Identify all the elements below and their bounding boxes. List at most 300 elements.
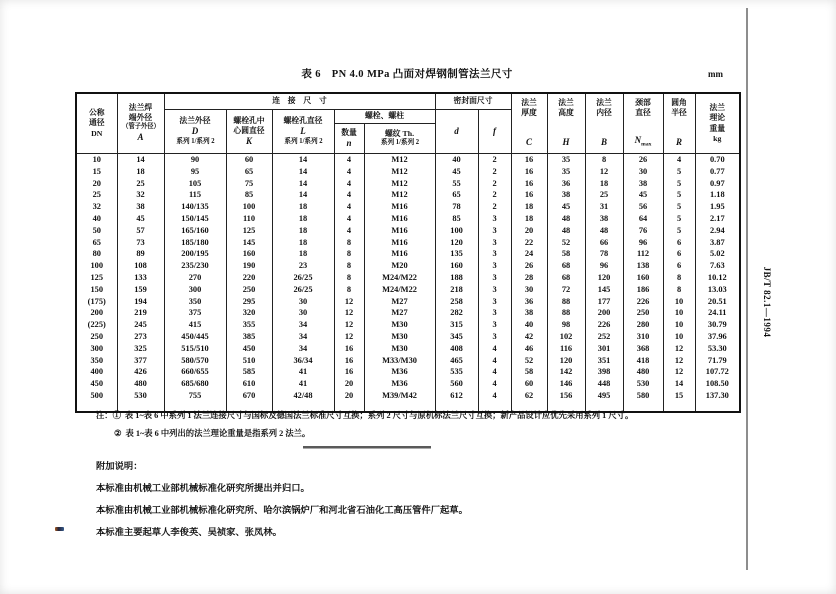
table-cell: 612 [435,390,478,402]
table-cell: 32 [117,189,164,201]
table-cell: 2.94 [695,225,740,237]
table-cell: 137.30 [695,390,740,402]
table-cell: 88 [547,296,585,308]
table-cell: 18 [511,201,547,213]
table-cell: 26 [511,260,547,272]
table-cell: 2 [478,154,511,166]
table-cell: 65 [76,237,117,249]
table-cell: 12 [334,331,364,343]
table-cell: 18 [272,248,334,260]
table-cell: 26 [623,154,663,166]
table-cell: 480 [623,366,663,378]
section-divider-line [303,446,431,449]
table-cell: M24/M22 [364,284,435,296]
table-cell: 36 [511,296,547,308]
table-cell: 8 [334,260,364,272]
table-cell: 115 [164,189,226,201]
table-cell: 282 [435,307,478,319]
table-cell: 280 [623,319,663,331]
table-cell: 14 [272,189,334,201]
table-cell: 58 [547,248,585,260]
table-cell: 3 [478,296,511,308]
table-cell: 3 [478,248,511,260]
table-cell: 14 [272,178,334,190]
table-cell: 375 [164,307,226,319]
table-cell: 40 [435,154,478,166]
table-cell: 8 [334,284,364,296]
scan-artifact-mark [55,527,64,531]
table-cell: 13.03 [695,284,740,296]
table-cell: 116 [547,343,585,355]
table-cell: 10 [663,296,695,308]
table-cell: 530 [623,378,663,390]
table-cell: 235/230 [164,260,226,272]
table-cell: 320 [226,307,272,319]
table-cell: 350 [76,355,117,367]
table-cell: 105 [164,178,226,190]
table-row [76,225,740,237]
table-cell: 38 [585,213,623,225]
table-cell: 10 [663,319,695,331]
table-row [76,201,740,213]
table-cell: 125 [226,225,272,237]
table-cell: M16 [364,237,435,249]
table-cell: 3 [478,272,511,284]
table-cell: M36 [364,366,435,378]
table-cell: 71.79 [695,355,740,367]
table-cell: 16 [511,189,547,201]
table-cell: 107.72 [695,366,740,378]
table-cell: 60 [511,378,547,390]
table-cell: 5 [663,166,695,178]
table-row [76,296,740,308]
table-cell: M27 [364,307,435,319]
table-cell: M16 [364,225,435,237]
table-cell: 448 [585,378,623,390]
col-header-neck-diameter: 颈部 直径 $N_{max}$ [623,93,663,154]
col-header-dn: 公称 通径 DN [76,93,117,154]
appendix-line-proposed-by: 本标准由机械工业部机械标准化研究所提出并归口。 [96,484,310,494]
table-cell: 72 [547,284,585,296]
table-cell: 145 [226,237,272,249]
table-cell: 418 [623,355,663,367]
table-cell: 685/680 [164,378,226,390]
table-cell: 30 [272,307,334,319]
table-cell: 135 [435,248,478,260]
appendix-line-drafted-by: 本标准由机械工业部机械标准化研究所、哈尔滨锅炉厂和河北省石油化工高压管件厂起草。 [96,506,468,516]
table-cell: 5.02 [695,248,740,260]
note-2-text: 表 1~表 6 中列出的法兰理论重量是指系列 2 法兰。 [125,429,311,438]
table-cell: 15 [76,166,117,178]
table-cell: 25 [585,189,623,201]
table-cell: 18 [272,225,334,237]
table-cell: 16 [511,154,547,166]
table-cell: (225) [76,319,117,331]
table-cell: 56 [623,201,663,213]
table-cell: M12 [364,154,435,166]
table-cell: M16 [364,201,435,213]
col-header-bolt-hole-diameter: 螺栓孔直径 L 系列 1/系列 2 [272,110,334,154]
table-cell: 48 [585,225,623,237]
table-cell: 14 [272,166,334,178]
table-row [76,331,740,343]
table-cell: M39/M42 [364,390,435,402]
table-cell: 18 [117,166,164,178]
table-cell: 142 [547,366,585,378]
table-cell: 55 [435,178,478,190]
table-cell: 146 [547,378,585,390]
table-cell: 18 [272,237,334,249]
table-cell: 351 [585,355,623,367]
table-cell: 10.12 [695,272,740,284]
table-cell: 160 [226,248,272,260]
table-cell: 660/655 [164,366,226,378]
title-row [75,66,739,82]
table-cell: 45 [117,213,164,225]
table-cell: 16 [511,178,547,190]
col-header-thread: 螺纹 Th. 系列 1/系列 2 [364,124,435,154]
table-row [76,189,740,201]
table-cell: 22 [511,237,547,249]
table-cell: 4 [334,225,364,237]
table-cell: 35 [547,166,585,178]
table-cell: 30 [511,284,547,296]
table-cell: 46 [511,343,547,355]
table-cell: 4 [478,366,511,378]
table-cell: 40 [511,319,547,331]
table-cell: 68 [547,260,585,272]
table-cell: 300 [76,343,117,355]
table-title: 表 6 PN 4.0 MPa 凸面对焊钢制管法兰尺寸 [301,69,513,80]
table-cell: 250 [623,307,663,319]
col-header-bore: 法兰 内径 B [585,93,623,154]
table-cell: (175) [76,296,117,308]
table-cell: 398 [585,366,623,378]
table-cell: 368 [623,343,663,355]
col-header-height: 法兰 高度 H [547,93,585,154]
table-cell: 30.79 [695,319,740,331]
col-header-fillet-radius: 圆角 半径 R [663,93,695,154]
note-1-text: 表 1~表 6 中系列 1 法兰连接尺寸与国标及德国法兰标准尺寸互换；系列 2 尺寸与原机标法兰尺寸互换；新产品设计应优先采用系列 1 尺寸。 [124,411,634,420]
table-cell: 4 [478,343,511,355]
table-cell: 150/145 [164,213,226,225]
table-cell: 20 [511,225,547,237]
col-header-f: f [478,110,511,154]
table-cell: 345 [435,331,478,343]
table-cell: 2.17 [695,213,740,225]
table-cell: 42/48 [272,390,334,402]
col-header-bolt-circle: 螺栓孔中 心圆直径 K [226,110,272,154]
table-cell: 2 [478,189,511,201]
table-cell: 258 [435,296,478,308]
table-cell: 165/160 [164,225,226,237]
table-cell: 34 [272,331,334,343]
table-cell: 78 [435,201,478,213]
table-notes [96,407,744,443]
table-row [76,178,740,190]
table-cell: 2 [478,201,511,213]
table-cell: 16 [334,343,364,355]
table-cell: 200/195 [164,248,226,260]
table-cell: 108.50 [695,378,740,390]
table-cell: 23 [272,260,334,272]
table-cell: 16 [334,355,364,367]
table-cell: 26/25 [272,272,334,284]
table-cell: 42 [511,331,547,343]
table-cell: 18 [272,213,334,225]
table-cell: 64 [623,213,663,225]
table-row [76,307,740,319]
table-cell: 38 [547,189,585,201]
table-cell: 7.63 [695,260,740,272]
table-cell: 560 [435,378,478,390]
table-cell: 14 [272,154,334,166]
table-cell: 0.97 [695,178,740,190]
table-cell: 385 [226,331,272,343]
table-cell: 5 [663,178,695,190]
table-cell: 0.70 [695,154,740,166]
table-cell: 4 [478,378,511,390]
table-cell: 5 [663,201,695,213]
table-cell: 2 [478,166,511,178]
table-cell: 40 [76,213,117,225]
table-cell: 200 [585,307,623,319]
table-cell: 45 [623,189,663,201]
table-cell: 12 [663,355,695,367]
table-cell: 45 [435,166,478,178]
table-cell: 156 [547,390,585,402]
table-cell: 465 [435,355,478,367]
appendix-heading: 附加说明： [96,462,143,472]
table-cell: 53.30 [695,343,740,355]
table-cell: 220 [226,272,272,284]
table-cell: 355 [226,319,272,331]
table-cell: 110 [226,213,272,225]
table-cell: 159 [117,284,164,296]
table-row [76,319,740,331]
table-cell: 14 [663,378,695,390]
col-header-theoretical-weight: 法兰 理论 重量 kg [695,93,740,154]
table-cell: 65 [435,189,478,201]
table-cell: 80 [76,248,117,260]
table-cell: 18 [585,178,623,190]
table-cell: 480 [117,378,164,390]
table-cell: 226 [623,296,663,308]
note-label: 注： [96,411,113,420]
table-cell: 1.18 [695,189,740,201]
table-cell: 30 [623,166,663,178]
table-cell: 16 [511,166,547,178]
table-cell: 3 [478,319,511,331]
table-cell: 415 [164,319,226,331]
table-row [76,260,740,272]
table-cell: M12 [364,166,435,178]
table-cell: M33/M30 [364,355,435,367]
standard-number-side-label: JB/T 82.1—1994 [762,266,772,338]
table-cell: 120 [435,237,478,249]
table-cell: 31 [585,201,623,213]
table-cell: 15 [663,390,695,402]
table-cell: 350 [164,296,226,308]
table-row [76,237,740,249]
table-cell: 36/34 [272,355,334,367]
table-cell: 515/510 [164,343,226,355]
note-1 [96,407,744,425]
table-cell: M16 [364,248,435,260]
table-cell: 24.11 [695,307,740,319]
col-header-bolt-quantity: 数量 n [334,124,364,154]
table-cell: 18 [272,201,334,213]
table-cell: 60 [226,154,272,166]
table-cell: 10 [663,307,695,319]
table-cell: 426 [117,366,164,378]
table-cell: 52 [511,355,547,367]
table-cell: 10 [76,154,117,166]
table-cell: 200 [76,307,117,319]
table-cell: 25 [117,178,164,190]
table-cell: 450/445 [164,331,226,343]
table-cell: 140/135 [164,201,226,213]
table-cell: 188 [435,272,478,284]
table-cell: 50 [76,225,117,237]
table-cell: 310 [623,331,663,343]
table-cell: 8 [663,272,695,284]
table-cell: 38 [117,201,164,213]
table-cell: 16 [334,366,364,378]
table-cell: 8 [334,237,364,249]
table-cell: 3 [478,307,511,319]
table-cell: 315 [435,319,478,331]
table-cell: 76 [623,225,663,237]
table-cell: 5 [663,225,695,237]
table-cell: M16 [364,213,435,225]
table-cell: 185/180 [164,237,226,249]
table-cell: 6 [663,260,695,272]
table-cell: 37.96 [695,331,740,343]
table-cell: 6 [663,237,695,249]
table-cell: 57 [117,225,164,237]
col-header-flange-od: 法兰外径 D 系列 1/系列 2 [164,110,226,154]
table-cell: 62 [511,390,547,402]
table-row [76,378,740,390]
table-cell: 3 [478,331,511,343]
table-cell: 36 [547,178,585,190]
table-cell: 73 [117,237,164,249]
table-row [76,355,740,367]
table-body [76,154,740,412]
table-cell: 12 [663,366,695,378]
table-cell: 580 [623,390,663,402]
table-cell: 75 [226,178,272,190]
table-cell: 325 [117,343,164,355]
table-cell: M24/M22 [364,272,435,284]
table-cell: 89 [117,248,164,260]
table-cell: 535 [435,366,478,378]
table-cell: 52 [547,237,585,249]
table-cell: 4 [334,154,364,166]
table-cell: 450 [226,343,272,355]
table-cell: 5 [663,213,695,225]
table-cell: 3.87 [695,237,740,249]
table-cell: M12 [364,189,435,201]
table-cell: 78 [585,248,623,260]
table-cell: 6 [663,248,695,260]
table-cell: 4 [478,390,511,402]
table-cell: 377 [117,355,164,367]
table-cell: 2 [478,178,511,190]
table-cell: M30 [364,331,435,343]
table-cell: 24 [511,248,547,260]
table-cell: 500 [76,390,117,402]
table-cell: 25 [76,189,117,201]
table-cell: 177 [585,296,623,308]
table-cell: 96 [585,260,623,272]
table-cell: 300 [164,284,226,296]
table-cell: 495 [585,390,623,402]
table-cell: M30 [364,319,435,331]
table-cell: M20 [364,260,435,272]
table-cell: 8 [585,154,623,166]
table-cell: 408 [435,343,478,355]
table-cell: 194 [117,296,164,308]
flange-dimensions-table [75,92,741,413]
appendix-line-drafters: 本标准主要起草人李俊英、吴祯家、张凤林。 [96,528,282,538]
table-cell: 3 [478,260,511,272]
table-cell: 3 [478,225,511,237]
table-cell: 100 [76,260,117,272]
table-cell: 66 [585,237,623,249]
table-cell: 450 [76,378,117,390]
appendix-section [96,456,736,544]
table-cell: M30 [364,343,435,355]
table-cell: 100 [435,225,478,237]
table-cell: 133 [117,272,164,284]
table-cell: 226 [585,319,623,331]
table-cell: 32 [76,201,117,213]
table-cell: 108 [117,260,164,272]
table-cell: 125 [76,272,117,284]
table-row [76,366,740,378]
table-cell: 3 [478,213,511,225]
table-cell: 20 [334,390,364,402]
table-cell: 0.77 [695,166,740,178]
table-cell: 245 [117,319,164,331]
table-cell: 100 [226,201,272,213]
table-cell: 95 [164,166,226,178]
table-cell: 12 [334,319,364,331]
table-cell: 3 [478,237,511,249]
table-cell: 90 [164,154,226,166]
table-cell: 112 [623,248,663,260]
table-cell: 48 [547,225,585,237]
table-cell: 4 [334,178,364,190]
table-cell: 138 [623,260,663,272]
table-cell: 8 [334,248,364,260]
table-row [76,248,740,260]
table-cell: 186 [623,284,663,296]
table-cell: 160 [623,272,663,284]
table-cell: 14 [117,154,164,166]
table-cell: 252 [585,331,623,343]
col-header-d: d [435,110,478,154]
table-cell: 10 [663,331,695,343]
table-cell: 88 [547,307,585,319]
table-cell: 160 [435,260,478,272]
table-cell: 250 [226,284,272,296]
table-cell: 219 [117,307,164,319]
table-cell: 4 [663,154,695,166]
table-cell: 58 [511,366,547,378]
